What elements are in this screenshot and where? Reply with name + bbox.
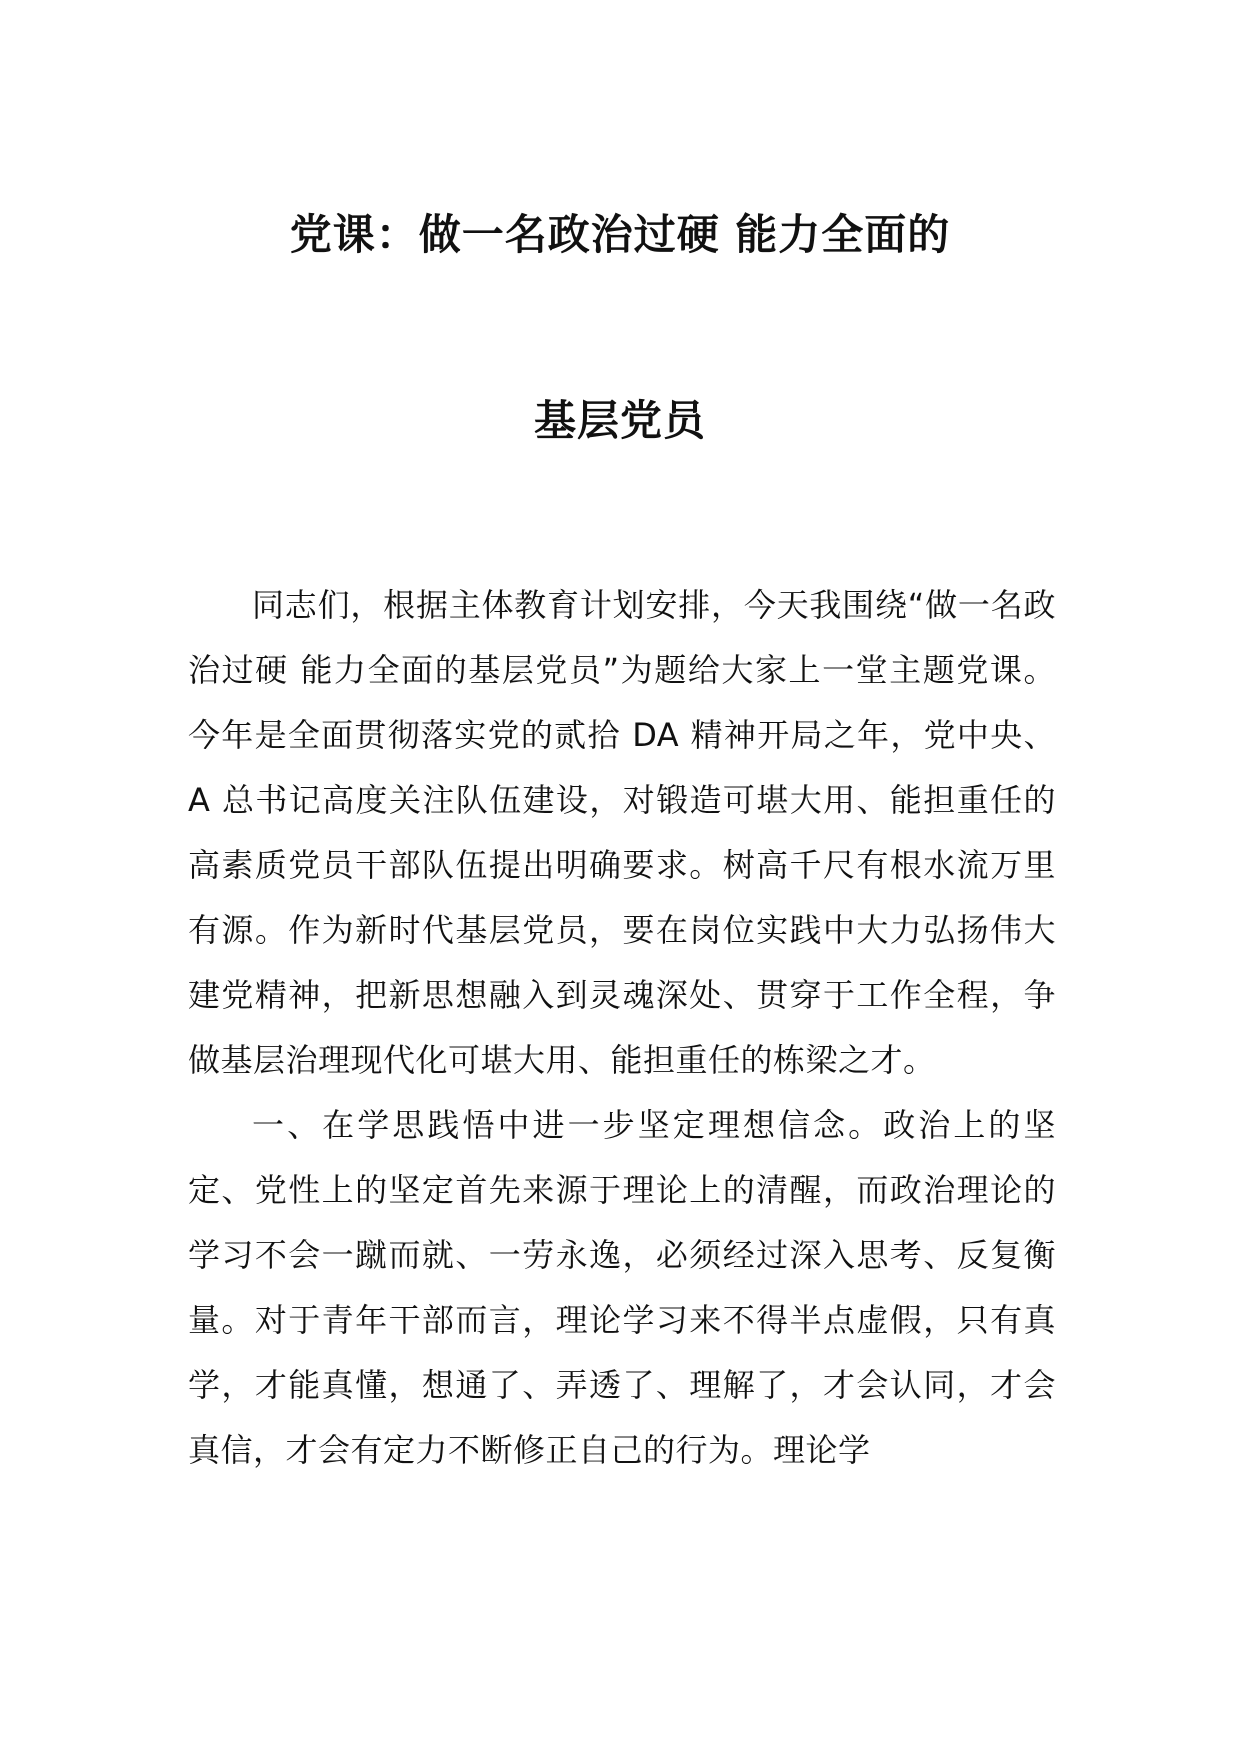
document-title-line-2: 基层党员 [533, 396, 706, 445]
paragraph-intro: 同志们，根据主体教育计划安排，今天我围绕“做一名政治过硬 能力全面的基层党员”为题给大家上一堂主题党课。今年是全面贯彻落实党的贰拾 DA 精神开局之年，党中央、A 总书记高度关注队伍建设，对锻造可堪大用、能担重任的高素质党员干部队伍提出明确要求。树高千尺有根水流万里有源。作为新时代基层党员，要在岗位实践中大力弘扬伟大建党精神，把新思想融入到灵魂深处、贯穿于工作全程，争做基层治理现代化可堪大用、能担重任的栋梁之才。 [188, 586, 1056, 1079]
document-title-line-1: 党课：做一名政治过硬 能力全面的 [289, 210, 951, 259]
paragraph-section-1: 一、在学思践悟中进一步坚定理想信念。政治上的坚定、党性上的坚定首先来源于理论上的清醒，而政治理论的学习不会一蹴而就、一劳永逸，必须经过深入思考、反复衡量。对于青年干部而言，理论学习来不得半点虚假，只有真学，才能真懂，想通了、弄透了、理解了，才会认同，才会真信，才会有定力不断修正自己的行为。理论学 [188, 1106, 1056, 1469]
document-body [188, 573, 1056, 1483]
